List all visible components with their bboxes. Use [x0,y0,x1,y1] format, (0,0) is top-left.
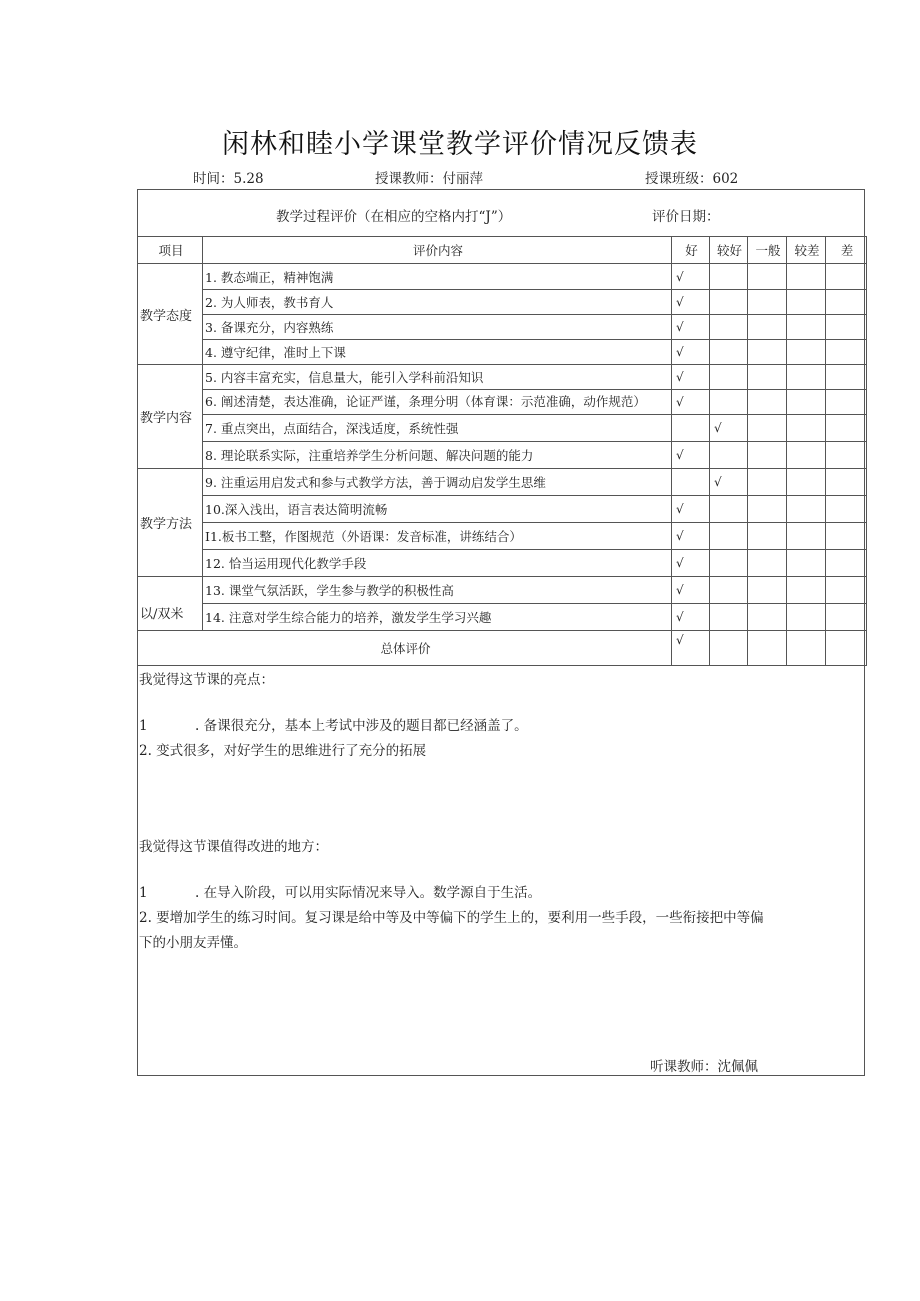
criterion-text: 9. 注重运用启发式和参与式教学方法，善于调动启发学生思维 [203,469,672,496]
criterion-text: 8. 理论联系实际，注重培养学生分析问题、解决问题的能力 [203,442,672,469]
rating-cell[interactable]: √ [710,469,748,496]
criterion-text: 5. 内容丰富充实，信息量大，能引入学科前沿知识 [203,365,672,390]
lesson-time: 时间：5.28 [193,171,264,187]
table-row [138,340,867,365]
category-content: 教学内容 [138,365,203,469]
improvement-item-2-line-2: 下的小朋友弄懂。 [139,935,247,951]
criterion-text: 7. 重点突出，点面结合，深浅适度，系统性强 [203,415,672,442]
rating-cell[interactable]: √ [672,577,710,604]
overall-rating-cell[interactable]: √ [672,631,710,666]
table-row [138,577,867,604]
table-row [138,315,867,340]
table-row [138,442,867,469]
listener-signature: 听课教师：沈佩佩 [650,1059,758,1075]
improvement-item-1-number: 1 [139,885,148,901]
header-item: 项目 [138,237,203,264]
rating-cell[interactable]: √ [672,264,710,290]
highlight-item-1: . 备课很充分，基本上考试中涉及的题目都已经涵盖了。 [195,718,528,734]
process-evaluation-title: 教学过程评价（在相应的空格内打“J”） [276,209,512,225]
criterion-text: 10.深入浅出，语言表达简明流畅 [203,496,672,523]
criterion-text: 2. 为人师表，教书育人 [203,290,672,315]
rating-cell[interactable]: √ [672,523,710,550]
table-row [138,290,867,315]
rating-date-label: 评价日期： [652,209,720,225]
header-content: 评价内容 [203,237,672,264]
rating-cell[interactable]: √ [672,604,710,631]
criterion-text: 12. 恰当运用现代化教学手段 [203,550,672,577]
table-row [138,550,867,577]
rating-cell[interactable]: √ [710,415,748,442]
header-good: 好 [672,237,710,264]
criterion-text: 4. 遵守纪律，准时上下课 [203,340,672,365]
category-method: 教学方法 [138,469,203,577]
overall-label: 总体评价 [138,631,672,666]
rating-cell[interactable]: √ [672,442,710,469]
rating-cell[interactable]: √ [672,496,710,523]
improvements-heading: 我觉得这节课值得改进的地方： [139,839,328,855]
table-header-row [138,237,867,264]
table-row [138,264,867,290]
highlight-item-2: 2. 变式很多，对好学生的思维进行了充分的拓展 [139,743,427,759]
highlights-heading: 我觉得这节课的亮点： [139,672,274,688]
criterion-text: 3. 备课充分，内容熟练 [203,315,672,340]
rating-cell[interactable]: √ [672,340,710,365]
criterion-text: 14. 注意对学生综合能力的培养，激发学生学习兴趣 [203,604,672,631]
rating-cell[interactable]: √ [672,390,710,415]
table-row [138,469,867,496]
criterion-text: 6. 阐述清楚，表达准确，论证严谨，条理分明（体育课：示范准确，动作规范） [203,390,672,415]
rating-cell[interactable]: √ [672,315,710,340]
improvement-item-1: . 在导入阶段，可以用实际情况来导入。数学源自于生活。 [195,885,542,901]
header-fairly-poor: 较差 [787,237,826,264]
table-row [138,523,867,550]
improvement-item-2-line-1: 2. 要增加学生的练习时间。复习课是给中等及中等偏下的学生上的，要利用一些手段，一些衔接把中等偏 [139,910,764,926]
rating-cell[interactable]: √ [672,365,710,390]
header-poor: 差 [826,237,867,264]
header-average: 一般 [748,237,787,264]
evaluation-table [137,236,867,666]
form-title: 闲林和睦小学课堂教学评价情况反馈表 [222,129,698,160]
table-row [138,365,867,390]
lesson-class: 授课班级：602 [645,171,739,187]
category-attitude: 教学态度 [138,264,203,365]
overall-row [138,631,867,666]
highlight-item-1-number: 1 [139,718,148,734]
table-row [138,496,867,523]
lesson-teacher: 授课教师：付丽萍 [375,171,483,187]
table-row [138,390,867,415]
table-row [138,415,867,442]
header-fairly-good: 较好 [710,237,748,264]
criterion-text: I1.板书工整，作图规范（外语课：发音标准，讲练结合） [203,523,672,550]
criterion-text: 1. 教态端正，精神饱满 [203,264,672,290]
rating-cell[interactable]: √ [672,550,710,577]
rating-cell[interactable]: √ [672,290,710,315]
table-row [138,604,867,631]
category-other: 以/双米 [138,577,203,631]
criterion-text: 13. 课堂气氛活跃，学生参与教学的积极性高 [203,577,672,604]
